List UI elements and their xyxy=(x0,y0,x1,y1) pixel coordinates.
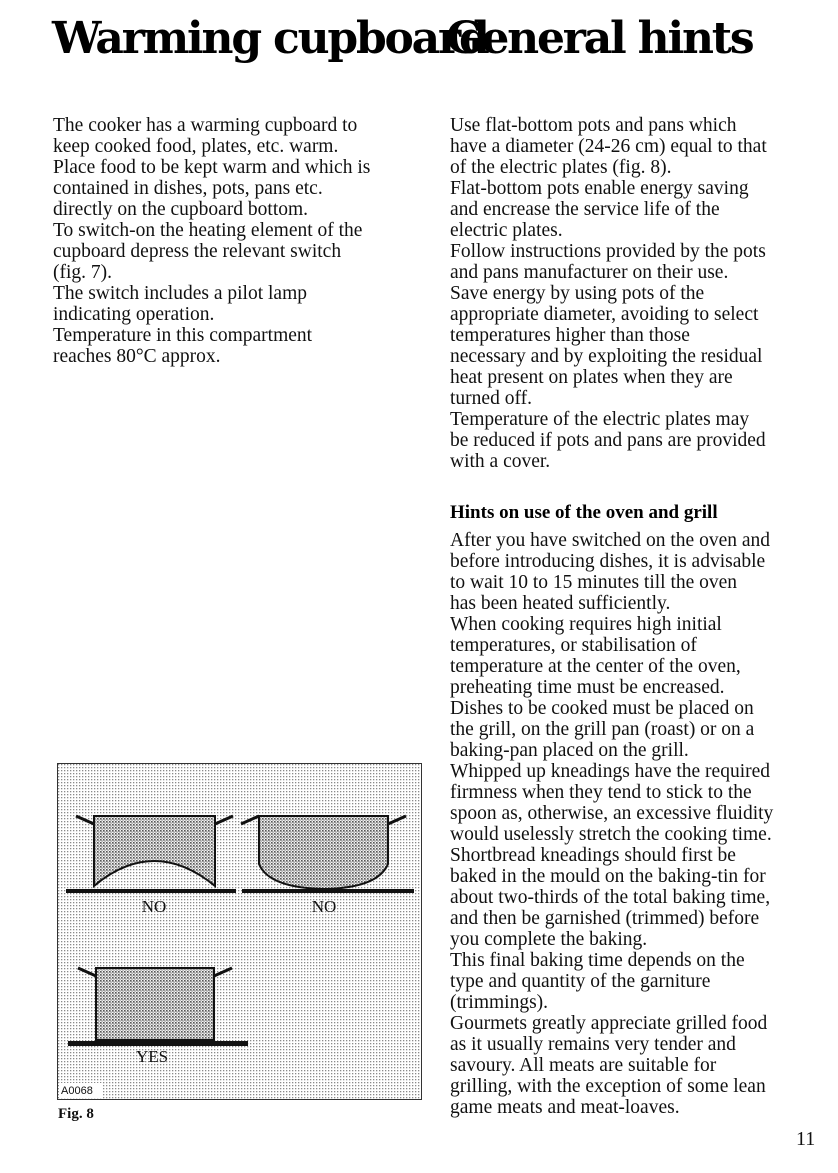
text-line: and pans manufacturer on their use. xyxy=(450,262,729,283)
text-line: keep cooked food, plates, etc. warm. xyxy=(53,136,339,157)
page-number: 11 xyxy=(796,1128,816,1150)
text-line: After you have switched on the oven and xyxy=(450,530,771,551)
text-line: contained in dishes, pots, pans etc. xyxy=(53,178,323,199)
text-line: temperature at the center of the oven, xyxy=(450,656,741,677)
text-line: and then be garnished (trimmed) before xyxy=(450,908,760,929)
text-line: be reduced if pots and pans are provided xyxy=(450,430,766,451)
text-line: the grill, on the grill pan (roast) or on a xyxy=(450,719,755,740)
text-line: Temperature of the electric plates may xyxy=(450,409,750,430)
text-line: The cooker has a warming cupboard to xyxy=(53,115,358,136)
text-line: To switch-on the heating element of the xyxy=(53,220,363,241)
text-line: Gourmets greatly appreciate grilled food xyxy=(450,1013,768,1034)
text-line: baking-pan placed on the grill. xyxy=(450,740,689,761)
text-line: Save energy by using pots of the xyxy=(450,283,705,304)
text-line: type and quantity of the garniture xyxy=(450,971,711,992)
text-line: heat present on plates when they are xyxy=(450,367,733,388)
hob-plate-left xyxy=(66,889,236,893)
text-line: When cooking requires high initial xyxy=(450,614,722,635)
text-line: Temperature in this compartment xyxy=(53,325,313,346)
text-line: Whipped up kneadings have the required xyxy=(450,761,771,782)
text-line: and encrease the service life of the xyxy=(450,199,720,220)
text-line: Place food to be kept warm and which is xyxy=(53,157,371,178)
text-line: would uselessly stretch the cooking time. xyxy=(450,824,772,845)
heading-general-hints: General hints xyxy=(446,13,753,64)
figure-code: A0068 xyxy=(61,1085,93,1097)
text-line: as it usually remains very tender and xyxy=(450,1034,736,1055)
text-line: reaches 80°C approx. xyxy=(53,346,221,367)
text-line: (trimmings). xyxy=(450,992,549,1013)
text-line: to wait 10 to 15 minutes till the oven xyxy=(450,572,738,593)
text-line: Dishes to be cooked must be placed on xyxy=(450,698,754,719)
hob-plate-yes xyxy=(68,1041,248,1046)
label-yes-flat: YES xyxy=(135,1047,169,1066)
label-no-concave: NO xyxy=(141,897,167,916)
text-line: cupboard depress the relevant switch xyxy=(53,241,342,262)
text-line: Flat-bottom pots enable energy saving xyxy=(450,178,749,199)
warming-cupboard-text xyxy=(53,115,423,367)
text-line: grilling, with the exception of some lean xyxy=(450,1076,766,1097)
heading-warming-cupboard: Warming cupboard xyxy=(52,13,488,64)
figure-background xyxy=(58,764,421,1099)
text-line: turned off. xyxy=(450,388,532,409)
text-line: necessary and by exploiting the residual xyxy=(450,346,763,367)
pot-bottom-figure xyxy=(57,763,422,1100)
text-line: This final baking time depends on the xyxy=(450,950,745,971)
text-line: temperatures higher than those xyxy=(450,325,690,346)
pot-flat-bottom xyxy=(78,968,232,1040)
text-line: savoury. All meats are suitable for xyxy=(450,1055,717,1076)
text-line: has been heated sufficiently. xyxy=(450,593,671,614)
oven-hints-heading: Hints on use of the oven and grill xyxy=(450,502,718,523)
text-line: (fig. 7). xyxy=(53,262,113,283)
text-line: with a cover. xyxy=(450,451,551,472)
text-line: Follow instructions provided by the pots xyxy=(450,241,766,262)
text-line: firmness when they tend to stick to the xyxy=(450,782,752,803)
text-line: Shortbread kneadings should first be xyxy=(450,845,736,866)
text-line: you complete the baking. xyxy=(450,929,648,950)
hob-plate-right xyxy=(242,889,414,893)
text-line: of the electric plates (fig. 8). xyxy=(450,157,672,178)
figure-caption: Fig. 8 xyxy=(58,1106,94,1122)
text-line: indicating operation. xyxy=(53,304,215,325)
text-line: electric plates. xyxy=(450,220,563,241)
text-line: have a diameter (24-26 cm) equal to that xyxy=(450,136,767,157)
text-line: temperatures, or stabilisation of xyxy=(450,635,697,656)
text-line: Use flat-bottom pots and pans which xyxy=(450,115,737,136)
text-line: spoon as, otherwise, an excessive fluidity xyxy=(450,803,774,824)
oven-hints-text xyxy=(450,530,822,1118)
text-line: about two-thirds of the total baking time, xyxy=(450,887,771,908)
text-line: appropriate diameter, avoiding to select xyxy=(450,304,759,325)
text-line: game meats and meat-loaves. xyxy=(450,1097,680,1118)
label-no-convex: NO xyxy=(311,897,337,916)
text-line: before introducing dishes, it is advisable xyxy=(450,551,766,572)
text-line: baked in the mould on the baking-tin for xyxy=(450,866,766,887)
text-line: directly on the cupboard bottom. xyxy=(53,199,309,220)
general-hints-text xyxy=(450,115,822,472)
text-line: The switch includes a pilot lamp xyxy=(53,283,307,304)
text-line: preheating time must be encreased. xyxy=(450,677,725,698)
